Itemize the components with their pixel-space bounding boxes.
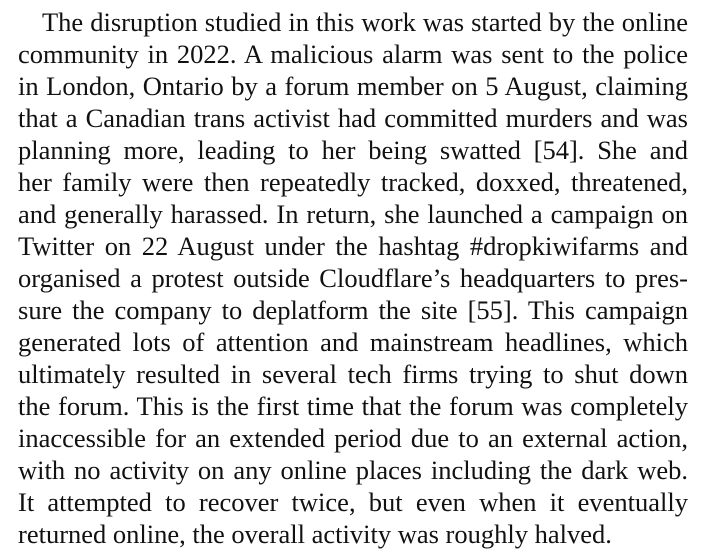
text-line: Twitter on 22 August under the hashtag #dropkiwifarms and: [18, 231, 688, 261]
text-line: and generally harassed. In return, she launched a campaign on: [18, 199, 688, 229]
text-line: returned online, the overall activity was roughly halved.: [18, 519, 612, 549]
text-line: her family were then repeatedly tracked, doxxed, threatened,: [18, 167, 688, 197]
text-line: the forum. This is the first time that the forum was completely: [18, 391, 688, 421]
text-line: that a Canadian trans activist had committed murders and was: [18, 103, 688, 133]
text-line: with no activity on any online places including the dark web.: [18, 455, 688, 485]
text-line: community in 2022. A malicious alarm was sent to the police: [18, 39, 688, 69]
text-line: It attempted to recover twice, but even when it eventually: [18, 487, 688, 517]
text-line: in London, Ontario by a forum member on 5 August, claiming: [18, 71, 688, 101]
text-line: planning more, leading to her being swatted [54]. She and: [18, 135, 688, 165]
text-line: organised a protest outside Cloudflare’s headquarters to pres-: [18, 263, 688, 293]
paper-text-column: [18, 6, 688, 550]
text-line: ultimately resulted in several tech firms trying to shut down: [18, 359, 688, 389]
body-paragraph: [18, 6, 688, 550]
text-line: The disruption studied in this work was started by the online: [42, 7, 688, 37]
text-line: generated lots of attention and mainstream headlines, which: [18, 327, 688, 357]
text-line: inaccessible for an extended period due to an external action,: [18, 423, 688, 453]
text-line: sure the company to deplatform the site [55]. This campaign: [18, 295, 688, 325]
